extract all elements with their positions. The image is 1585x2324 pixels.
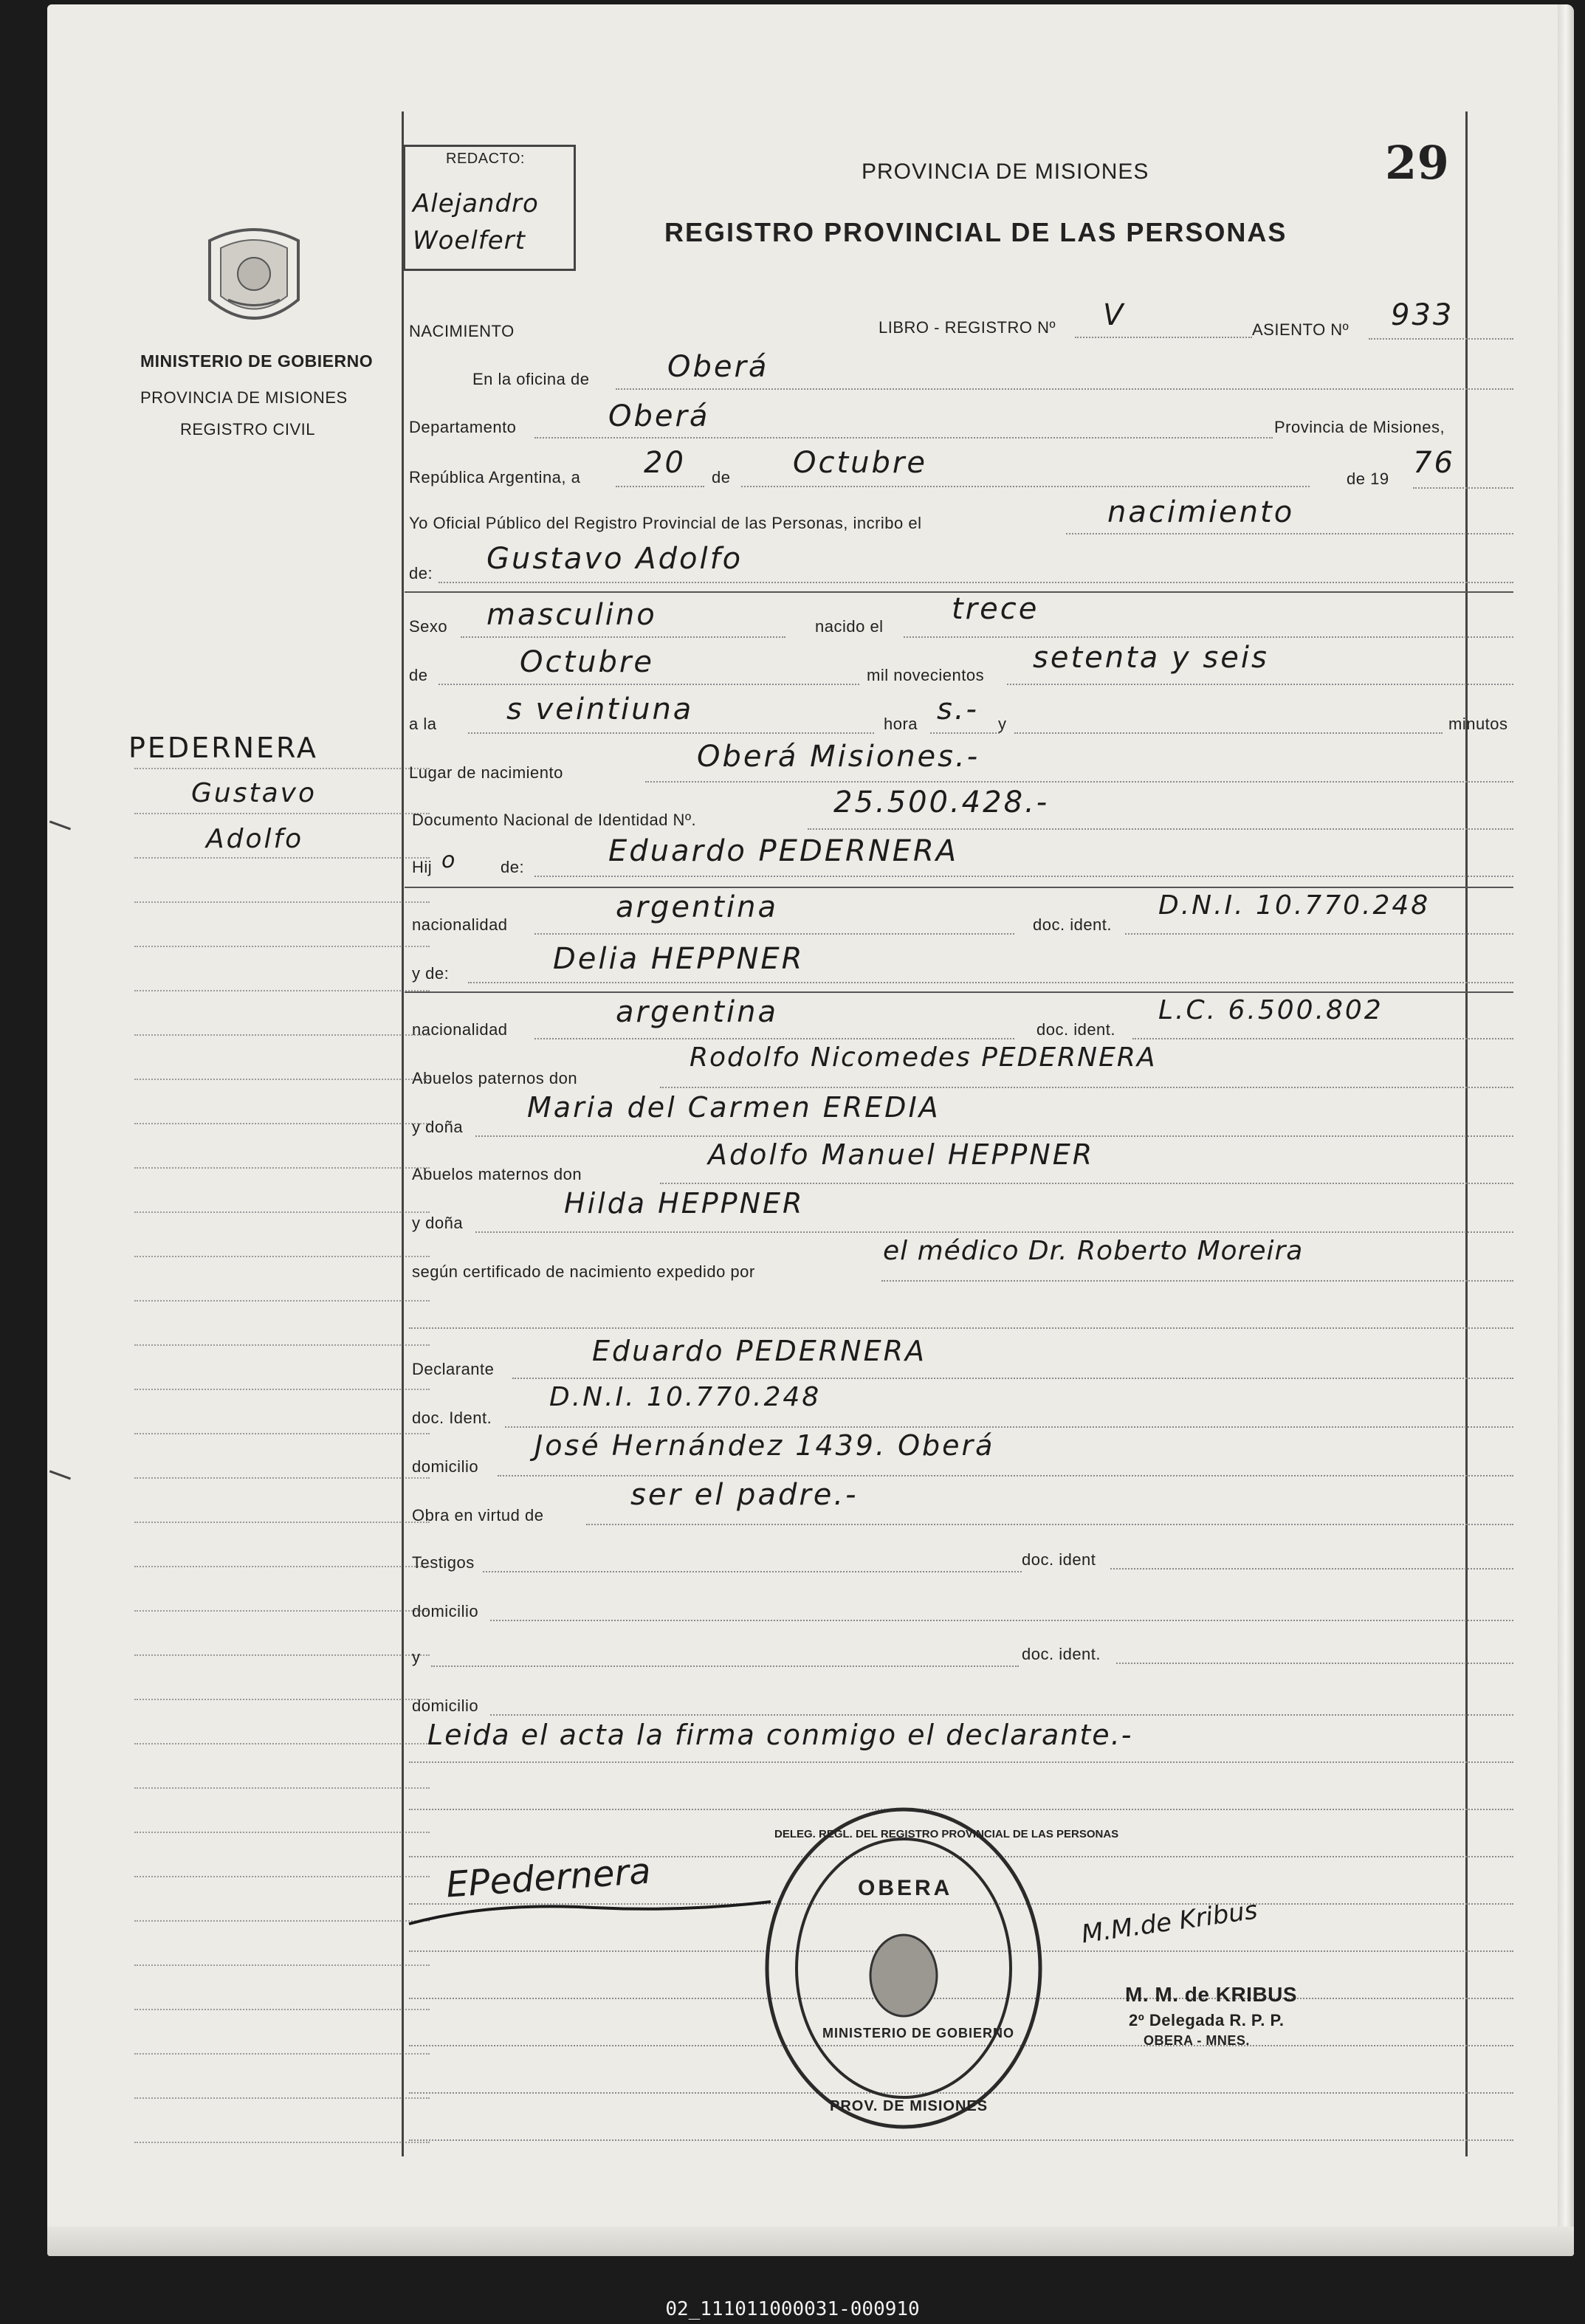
oficial-label: Yo Oficial Público del Registro Provincial de las Personas, incribo el xyxy=(409,514,922,532)
madre-label: y de: xyxy=(412,964,450,983)
madre-value: Delia HEPPNER xyxy=(553,942,805,976)
lugar-value: Oberá Misiones.- xyxy=(697,740,980,774)
official-stamp xyxy=(760,1806,1048,2138)
dom3-line xyxy=(490,1714,1513,1716)
mil-line xyxy=(1007,684,1513,685)
official-title: 2º Delegada R. P. P. xyxy=(1129,2011,1285,2029)
redacto-label: REDACTO: xyxy=(446,151,525,167)
lugar-label: Lugar de nacimiento xyxy=(409,763,563,782)
minutos-label: minutos xyxy=(1448,715,1508,733)
document-page xyxy=(47,4,1574,2256)
obra-label: Obra en virtud de xyxy=(412,1506,544,1524)
abm-label: Abuelos maternos don xyxy=(412,1165,582,1183)
abm-dona-label: y doña xyxy=(412,1214,464,1232)
oficina-value: Oberá xyxy=(667,350,769,384)
abp-dona-label: y doña xyxy=(412,1118,464,1136)
docdecl-value: D.N.I. 10.770.248 xyxy=(549,1382,822,1412)
obra-value: ser el padre.- xyxy=(630,1478,859,1512)
doc2-value: L.C. 6.500.802 xyxy=(1158,995,1383,1025)
dom3-label: domicilio xyxy=(412,1696,479,1715)
testdoc-line xyxy=(1110,1568,1513,1570)
redacto-name-line1: Alejandro xyxy=(413,189,539,219)
dni-label: Documento Nacional de Identidad Nº. xyxy=(412,811,697,829)
nacido-label: nacido el xyxy=(815,617,884,636)
madre-line xyxy=(468,982,1513,983)
departamento-value: Oberá xyxy=(608,399,710,433)
abm-dona-value: Hilda HEPPNER xyxy=(564,1187,805,1220)
sexo-value: masculino xyxy=(486,598,657,632)
doc2-label: doc. ident. xyxy=(1036,1020,1116,1039)
padre-label: de: xyxy=(501,858,525,876)
doc1-label: doc. ident. xyxy=(1033,915,1113,934)
doc1-value: D.N.I. 10.770.248 xyxy=(1158,890,1431,921)
abp-dona-line xyxy=(475,1135,1513,1137)
padre-divider xyxy=(405,887,1513,888)
ministry-line2: PROVINCIA DE MISIONES xyxy=(140,388,348,407)
asiento-label: ASIENTO Nº xyxy=(1252,320,1350,339)
oficina-line xyxy=(616,388,1513,390)
abp-line xyxy=(660,1087,1513,1088)
testigos-label: Testigos xyxy=(412,1553,475,1572)
nac2-value: argentina xyxy=(616,995,778,1029)
ala-label: a la xyxy=(409,715,437,733)
y2-label: y xyxy=(412,1648,421,1666)
nac2-line xyxy=(534,1038,1014,1039)
nac1-line xyxy=(534,933,1014,935)
departamento-label: Departamento xyxy=(409,418,517,436)
testigos-line xyxy=(483,1571,1022,1572)
de-label: de xyxy=(712,468,731,487)
province-title: PROVINCIA DE MISIONES xyxy=(862,159,1149,184)
abm-line xyxy=(660,1183,1513,1184)
hora-line xyxy=(930,732,1000,734)
sexo-line xyxy=(461,636,785,638)
docdecl-line xyxy=(505,1426,1513,1428)
nombre-label: de: xyxy=(409,564,433,582)
oficial-line xyxy=(1066,533,1513,534)
doc1-line xyxy=(1125,933,1513,935)
page-bottom-edge xyxy=(47,2227,1574,2256)
cert-line xyxy=(881,1280,1513,1282)
cert-line2 xyxy=(409,1327,1513,1329)
anio-value: 76 xyxy=(1413,446,1455,480)
image-id-caption: 02_111011000031-000910 xyxy=(665,2298,920,2320)
mes2-value: Octubre xyxy=(520,645,654,679)
obra-line xyxy=(586,1524,1513,1525)
oficial-value: nacimiento xyxy=(1107,495,1295,529)
province-seal-icon xyxy=(195,219,313,344)
margin-note-surname: PEDERNERA xyxy=(128,732,318,764)
mes-line xyxy=(741,486,1310,487)
mil-value: setenta y seis xyxy=(1033,641,1269,675)
mes-value: Octubre xyxy=(793,446,927,480)
leida-line xyxy=(409,1761,1513,1763)
stamp-outer-text: DELEG. REGL. DEL REGISTRO PROVINCIAL DE LAS PERSONAS xyxy=(774,1828,1119,1840)
hijo-label: Hij xyxy=(412,858,433,876)
nacido-line xyxy=(904,636,1513,638)
departamento-line xyxy=(534,437,1273,439)
registry-title: REGISTRO PROVINCIAL DE LAS PERSONAS xyxy=(664,217,1287,247)
nac1-value: argentina xyxy=(616,890,778,924)
libro-line xyxy=(1075,337,1252,338)
ala-value: s veintiuna xyxy=(506,692,694,726)
sexo-label: Sexo xyxy=(409,617,448,636)
dom2-line xyxy=(490,1620,1513,1621)
doc2-line xyxy=(1132,1038,1513,1039)
padre-line xyxy=(534,876,1513,877)
minutos-line xyxy=(1014,732,1443,734)
nac1-label: nacionalidad xyxy=(412,915,508,934)
y-label: y xyxy=(998,715,1007,733)
lugar-line xyxy=(645,781,1513,783)
margin-note-name2: Adolfo xyxy=(206,824,304,854)
stamp-inner-text: MINISTERIO DE GOBIERNO xyxy=(822,2026,1015,2041)
ministry-line3: REGISTRO CIVIL xyxy=(180,420,316,439)
anio-line xyxy=(1413,487,1513,489)
dom2-label: domicilio xyxy=(412,1602,479,1620)
libro-value: V xyxy=(1103,298,1126,332)
nacimiento-label: NACIMIENTO xyxy=(409,322,515,340)
docdecl-label: doc. Ident. xyxy=(412,1409,492,1427)
redacto-name-line2: Woelfert xyxy=(413,226,526,255)
cert-label: según certificado de nacimiento expedido por xyxy=(412,1262,755,1281)
dia-value: 20 xyxy=(644,446,686,480)
asiento-value: 933 xyxy=(1391,298,1454,332)
y2-line xyxy=(431,1665,1019,1667)
mil-label: mil novecientos xyxy=(867,666,985,684)
abm-value: Adolfo Manuel HEPPNER xyxy=(708,1138,1095,1171)
dia-line xyxy=(616,486,704,487)
dni-line xyxy=(808,828,1513,830)
official-place: OBERA - MNES. xyxy=(1144,2033,1250,2048)
abp-value: Rodolfo Nicomedes PEDERNERA xyxy=(690,1042,1157,1073)
abm-dona-line xyxy=(475,1231,1513,1233)
padre-value: Eduardo PEDERNERA xyxy=(608,834,959,868)
ala-line xyxy=(468,732,874,734)
hora-label: hora xyxy=(884,715,918,733)
declarante-label: Declarante xyxy=(412,1360,495,1378)
margin-note-name1: Gustavo xyxy=(191,778,317,808)
de19-label: de 19 xyxy=(1347,470,1389,488)
page-number: 29 xyxy=(1385,136,1450,190)
domicilio-line xyxy=(498,1475,1513,1476)
nombre-value: Gustavo Adolfo xyxy=(486,542,743,576)
abp-label: Abuelos paternos don xyxy=(412,1069,578,1087)
abp-dona-value: Maria del Carmen EREDIA xyxy=(527,1091,941,1124)
testdoc2-label: doc. ident. xyxy=(1022,1645,1101,1663)
book-binding xyxy=(1558,4,1574,2256)
republica-label: República Argentina, a xyxy=(409,468,581,487)
madre-divider xyxy=(405,991,1513,993)
hijo-suffix: o xyxy=(441,848,458,873)
nac2-label: nacionalidad xyxy=(412,1020,508,1039)
official-signature: M.M.de Kribus xyxy=(1079,1895,1259,1950)
signature-flourish xyxy=(402,1850,785,1931)
oficina-label: En la oficina de xyxy=(472,370,590,388)
punch-mark xyxy=(47,820,71,839)
domicilio-label: domicilio xyxy=(412,1457,479,1476)
domicilio-value: José Hernández 1439. Oberá xyxy=(534,1429,995,1462)
declarante-line xyxy=(512,1378,1513,1379)
punch-mark xyxy=(47,1470,71,1489)
nombre-line xyxy=(439,582,1513,583)
testdoc2-line xyxy=(1116,1663,1513,1664)
stamp-center-top: OBERA xyxy=(858,1876,953,1900)
stamp-bottom-text: PROV. DE MISIONES xyxy=(830,2098,989,2114)
testdoc-label: doc. ident xyxy=(1022,1550,1096,1569)
provincia-label: Provincia de Misiones, xyxy=(1274,418,1445,436)
declarant-signature: EPedernera xyxy=(444,1850,653,1906)
dni-value: 25.500.428.- xyxy=(833,785,1050,819)
declarante-value: Eduardo PEDERNERA xyxy=(592,1335,927,1367)
right-form-border xyxy=(1465,111,1468,2156)
asiento-line xyxy=(1369,338,1513,340)
hora-value: s.- xyxy=(937,692,979,726)
nacido-value: trece xyxy=(952,592,1039,626)
de2-label: de xyxy=(409,666,428,684)
cert-value: el médico Dr. Roberto Moreira xyxy=(883,1236,1304,1266)
leida-text: Leida el acta la firma conmigo el declarante.- xyxy=(427,1719,1133,1751)
official-name: M. M. de KRIBUS xyxy=(1125,1983,1298,2006)
mes2-line xyxy=(439,684,859,685)
libro-label: LIBRO - REGISTRO Nº xyxy=(879,318,1056,337)
ministry-line1: MINISTERIO DE GOBIERNO xyxy=(140,351,374,371)
